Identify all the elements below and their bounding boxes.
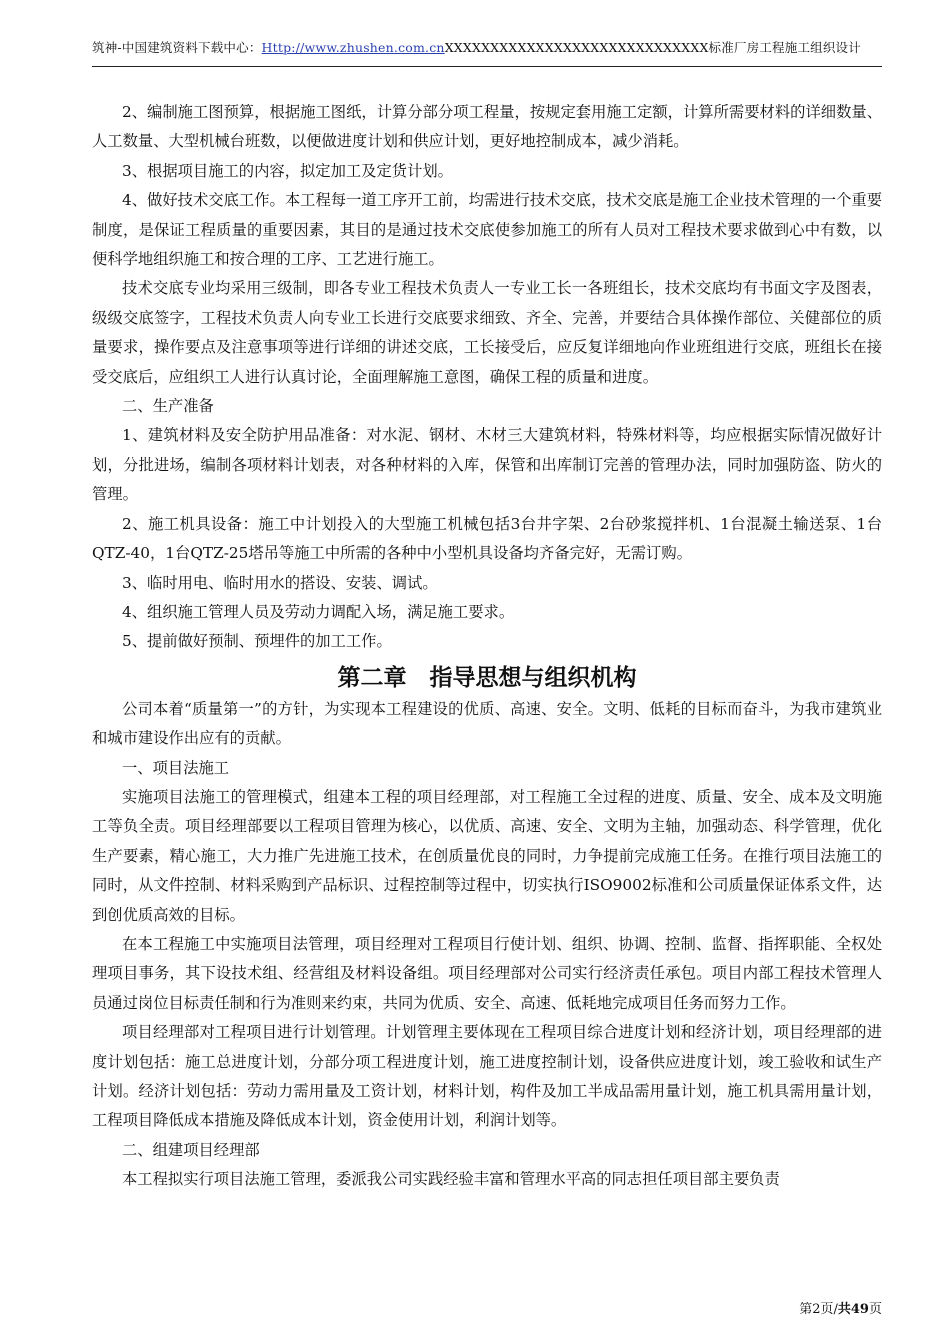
paragraph: 3、根据项目施工的内容，拟定加工及定货计划。 (122, 161, 453, 180)
paragraph: 技术交底专业均采用三级制，即各专业工程技术负责人一专业工长一各班组长，技术交底均有书面文字及图表，级级交底签字，工程技术负责人向专业工长进行交底要求细致、齐全、完善，并要结合具体操作部位、关健部位的质量要求，操作要点及注意事项等进行详细的讲述交底，工长接受后，应反复详细地向作业班组进行交底，班组长在接受交底后，应组织工人进行认真讨论，全面理解施工意图，确保工程的质量和进度。 (92, 279, 882, 386)
paragraph: 4、做好技术交底工作。本工程每一道工序开工前，均需进行技术交底，技术交底是施工企业技术管理的一个重要制度，是保证工程质量的重要因素，其目的是通过技术交底使参加施工的所有人员对工程技术要求做到心中有数，以便科学地组织施工和按合理的工序、工艺进行施工。 (92, 191, 882, 269)
paragraph: 3、临时用电、临时用水的搭设、安装、调试。 (122, 573, 438, 592)
paragraph: 2、编制施工图预算，根据施工图纸，计算分部分项工程量，按规定套用施工定额，计算所需要材料的详细数量、人工数量、大型机械台班数，以便做进度计划和供应计划，更好地控制成本，减少消耗。 (92, 103, 882, 151)
paragraph: 1、建筑材料及安全防护用品准备：对水泥、钢材、木材三大建筑材料，特殊材料等，均应根据实际情况做好计划，分批进场，编制各项材料计划表，对各种材料的入库，保管和出库制订完善的管理办法，同时加强防盗、防火的管理。 (92, 426, 882, 504)
header-divider (92, 66, 882, 67)
paragraph: 2、施工机具设备：施工中计划投入的大型施工机械包括3台井字架、2台砂浆搅拌机、1台混凝土输送泵、1台QTZ-40，1台QTZ-25塔吊等施工中所需的各种中小型机具设备均齐备完好，无需订购。 (92, 514, 882, 563)
page-number (799, 1298, 882, 1317)
header-title: XXXXXXXXXXXXXXXXXXXXXXXXXXXXX标准厂房工程施工组织设计 (444, 40, 861, 55)
page-suffix: 页 (868, 1302, 882, 1317)
paragraph: 实施项目法施工的管理模式，组建本工程的项目经理部，对工程施工全过程的进度、质量、安全、成本及文明施工等负全责。项目经理部要以工程项目管理为核心，以优质、高速、安全、文明为主轴，加强动态、科学管理，优化生产要素，精心施工，大力推广先进施工技术，在创质量优良的同时，力争提前完成施工任务。在推行项目法施工的同时，从文件控制、材料采购到产品标识、过程控制等过程中，切实执行ISO9002标准和公司质量保证体系文件，达到创优质高效的目标。 (92, 787, 882, 924)
page-mid: 页/ (820, 1302, 838, 1317)
page-prefix: 第 (799, 1302, 813, 1317)
section-heading: 一、项目法施工 (122, 758, 230, 777)
header-link[interactable]: Http://www.zhushen.com.cn (261, 40, 445, 55)
paragraph: 公司本着“质量第一”的方针，为实现本工程建设的优质、高速、安全。文明、低耗的目标而奋斗，为我市建筑业和城市建设作出应有的贡献。 (92, 699, 882, 748)
paragraph: 本工程拟实行项目法施工管理，委派我公司实践经验丰富和管理水平高的同志担任项目部主要负责 (122, 1170, 780, 1189)
page-current: 2 (812, 1302, 821, 1317)
chapter-title: 第二章 指导思想与组织机构 (337, 663, 637, 691)
paragraph: 在本工程施工中实施项目法管理，项目经理对工程项目行使计划、组织、协调、控制、监督、指挥职能、全权处理项目事务，其下设技术组、经营组及材料设备组。项目经理部对公司实行经济责任承包。项目内部工程技术管理人员通过岗位目标责任制和行为准则来约束，共同为优质、安全、高速、低耗地完成项目任务而努力工作。 (92, 934, 882, 1012)
header-prefix: 筑神-中国建筑资料下载中心： (92, 40, 262, 55)
paragraph: 4、组织施工管理人员及劳动力调配入场，满足施工要求。 (122, 602, 515, 621)
section-heading: 二、组建项目经理部 (122, 1140, 260, 1159)
section-heading: 二、生产准备 (122, 397, 214, 416)
page-header (92, 38, 882, 58)
page-total: 49 (850, 1302, 869, 1317)
paragraph: 项目经理部对工程项目进行计划管理。计划管理主要体现在工程项目综合进度计划和经济计划，项目经理部的进度计划包括：施工总进度计划，分部分项工程进度计划，施工进度控制计划，设备供应进度计划，竣工验收和试生产计划。经济计划包括：劳动力需用量及工资计划，材料计划，构件及加工半成品需用量计划，施工机具需用量计划，工程项目降低成本措施及降低成本计划，资金使用计划，利润计划等。 (92, 1023, 882, 1130)
paragraph: 5、提前做好预制、预埋件的加工工作。 (122, 632, 392, 651)
document-body (92, 98, 882, 1195)
page-total-label: 共 (837, 1302, 851, 1317)
